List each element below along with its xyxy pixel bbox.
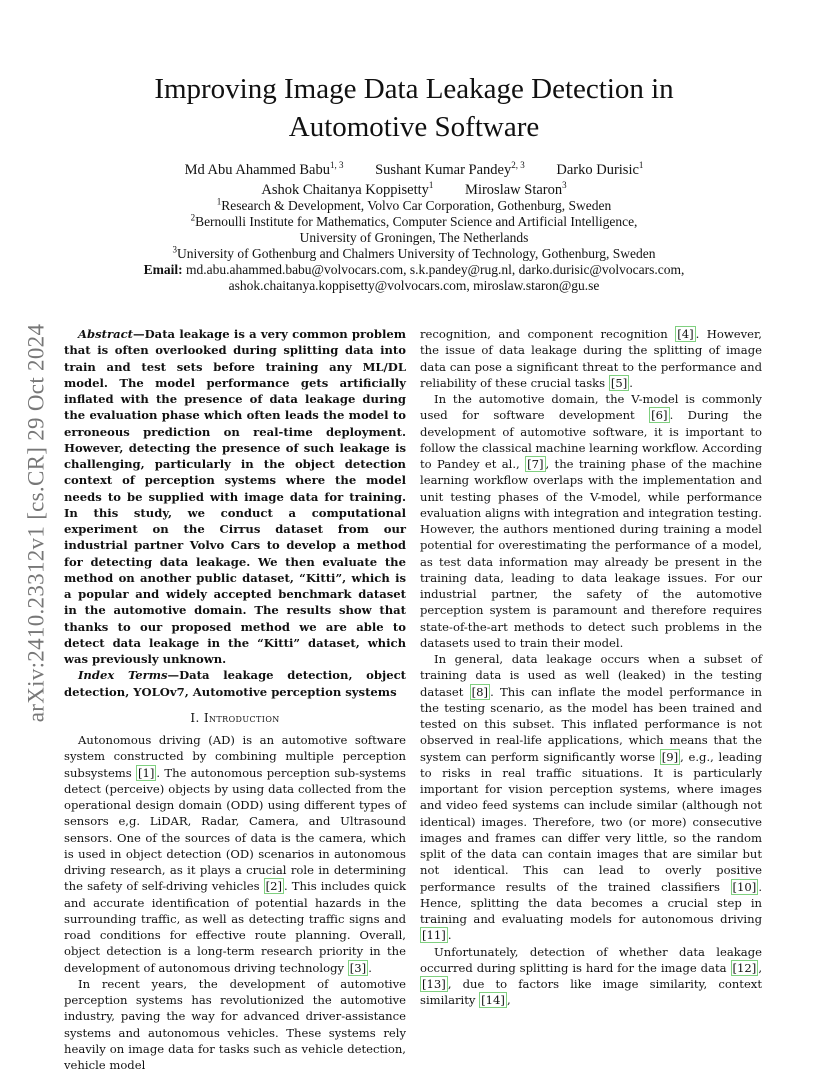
affiliation-2 [0,214,828,230]
arxiv-stamp-text: arXiv:2410.23312v1 [cs.CR] 29 Oct 2024 [23,323,48,723]
affil-text: Research & Development, Volvo Car Corporation, Gothenburg, Sweden [221,198,612,213]
abstract-lead: Abstract [78,327,134,341]
citation-link[interactable]: [6] [651,408,668,423]
author-name: Miroslaw Staron [465,182,563,198]
index-terms-text: —Data leakage detection, object detection, YOLOv7, Automotive perception systems [64,668,406,699]
citation-link[interactable]: [4] [677,327,694,341]
index-terms [64,667,406,700]
citation-link[interactable]: [10] [732,879,757,894]
email-line-2: ashok.chaitanya.koppisetty@volvocars.com, miroslaw.staron@gu.se [228,278,600,293]
paragraph: In recent years, the development of automotive perception systems has revolutionized the automotive industry, paving the way for advanced driver-assistance systems and autonomous vehicles. These systems rely heavily on image data for tasks such as vehicle detection, vehicle model [64,976,406,1072]
paragraph: Unfortunately, detection of whether data leakage occurred during splitting is hard for the image data [12] , [13] , due to factors like image similarity, context similarity [14] , [420,944,762,1008]
affil-sup: 1 [216,196,222,207]
citation-link[interactable]: [13] [422,977,446,991]
citation-link[interactable]: [14] [481,993,505,1008]
affil-text: Bernoulli Institute for Mathematics, Computer Science and Artificial Intelligence, [195,214,638,229]
section-number: I. [190,710,204,725]
section-heading-introduction [64,710,406,726]
affiliation-1 [0,198,828,214]
affiliations [0,198,828,294]
arxiv-stamp [22,288,50,758]
citation-link[interactable]: [7] [527,457,544,471]
title-line-2: Automotive Software [288,111,540,143]
author-affil-sup: 1 [428,180,434,191]
affiliation-3 [0,246,828,262]
section-title: Introduction [203,710,280,725]
affil-sup: 2 [190,212,196,223]
paragraph: Autonomous driving (AD) is an automotive software system constructed by combining multiple perception subsystems [1] . The autonomous perception sub-systems detect (perceive) objects by using data collected from the operational design domain (ODD) using different types of sensors e,g. LiDAR, Radar, Camera, and Ultrasound sensors. One of the sources of data is the camera, which is used in object detection (OD) scenarios in autonomous driving research, as it plays a crucial role in determining the safety of self-driving vehicles [2] . This includes quick and accurate identification of potential hazards in the surrounding traffic, as well as detecting traffic signs and road conditions for effective route planning. Overall, object detection is a long-term research priority in the development of autonomous driving technology [3] . [64,733,406,975]
paragraph: In the automotive domain, the V-model is commonly used for software development [6] . During the development of automotive software, it is important to follow the classical machine learning workflow. According to Pandey et al., [7] , the training phase of the machine learning workflow overlaps with the implementation and unit testing phases of the V-model, while performance evaluation aligns with integration and integration testing. However, the authors mentioned during training a model potential for overestimating the performance of a model, as test data information may already be present in the training data, leading to data leakage issues. For our industrial partner, the safety of the automotive perception system is paramount and therefore requires state-of-the-art methods to detect such problems in the datasets used to train their model. [420,392,762,650]
paper-title [0,70,828,146]
author-name: Ashok Chaitanya Koppisetty [261,182,429,198]
email-list-1: md.abu.ahammed.babu@volvocars.com, s.k.pandey@rug.nl, darko.durisic@volvocars.com, [182,262,685,277]
email-label: Email: [143,262,183,277]
author-list [0,160,828,200]
citation-link[interactable]: [5] [610,375,628,390]
author-name: Md Abu Ahammed Babu [184,162,330,178]
abstract [64,326,406,667]
citation-link[interactable]: [3] [349,960,367,975]
author-row-2 [0,180,828,200]
title-line-1: Improving Image Data Leakage Detection in [154,73,674,105]
affil-sup: 3 [172,244,177,255]
author-affil-sup: 1 [638,160,644,171]
affil-text: University of Gothenburg and Chalmers University of Technology, Gothenburg, Sweden [177,246,656,261]
paragraph: In general, data leakage occurs when a subset of training data is used as well (leaked) in the testing dataset [8] . This can inflate the model performance in the testing scenario, as the model has been trained and tested on this subset. This inflated performance is not observed in real-life applications, which means that the system can perform significantly worse [9] , e.g., leading to risks in real traffic situations. It is particularly important for vision perception systems, where images and video feed systems can include similar (although not identical) images. Therefore, two (or more) consecutive images and frames can differ very little, so the random split of the data can contain images that are similar but not identical. This can lead to overly positive performance results of the trained classifiers [10] . Hence, splitting the data becomes a crucial step in training and evaluating models for autonomous driving [11] . [420,652,763,943]
abstract-text: —Data leakage is a very common problem that is often overlooked during splitting data into train and test sets before training any ML/DL model. The model performance gets artificially inflated with the presence of data leakage during the evaluation phase which often leads the model to erroneous prediction on real-time deployment. However, detecting the presence of such leakage is challenging, particularly in the object detection context of perception systems where the model needs to be supplied with image data for training. In this study, we conduct a computational experiment on the Cirrus dataset from our industrial partner Volvo Cars to develop a method for detecting data leakage. We then evaluate the method on another public dataset, “Kitti”, which is a popular and widely accepted benchmark dataset in the automotive domain. The results show that thanks to our proposed method we are able to detect data leakage in the “Kitti” dataset, which was previously unknown. [64,327,406,666]
author-row-1 [0,160,828,180]
left-column [64,326,406,1073]
author-name: Sushant Kumar Pandey [375,162,512,178]
affiliation-2b: University of Groningen, The Netherlands [299,230,529,245]
author-affil-sup: 2, 3 [511,160,525,171]
author-affil-sup: 3 [562,180,567,191]
citation-link[interactable]: [2] [265,879,283,894]
email-line-1 [0,262,828,278]
author-name: Darko Durisic [556,162,639,178]
citation-link[interactable]: [11] [422,928,446,943]
index-terms-lead: Index Terms [78,668,168,683]
citation-link[interactable]: [8] [471,684,489,699]
citation-link[interactable]: [9] [661,749,679,764]
author-affil-sup: 1, 3 [329,160,344,171]
citation-link[interactable]: [1] [137,765,155,780]
right-column [420,326,762,1009]
paragraph: recognition, and component recognition [4] . However, the issue of data leakage during the splitting of image data can pose a significant threat to the performance and reliability of these crucial tasks [5] . [420,327,762,390]
citation-link[interactable]: [12] [732,960,757,975]
